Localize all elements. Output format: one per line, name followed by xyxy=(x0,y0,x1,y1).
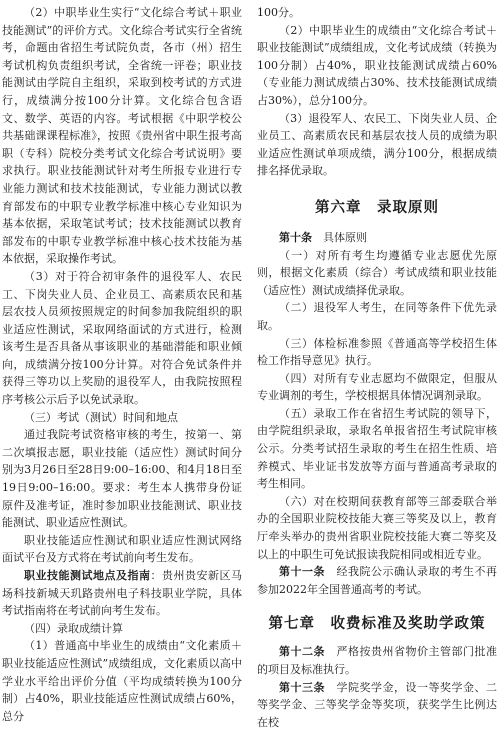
paragraph: （2）中职毕业生实行“文化综合考试＋职业技能测试”的评价方式。文化综合考试实行全省统考，命题由省招生考试院负责，各市（州）招生考试机构负责组织考试，全省统一评卷；职业技能测试由学院自主组织，采取到校考试的方式进行，成绩满分按100分计算。文化综合包含语文、数学、英语的内容。考试根据《中职学校公共基础课课程标准》，按照《贵州省中职生报考高职（专科）院校分类考试文化综合考试说明》要求执行。职业技能测试针对考生所报专业进行专业能力测试和技术技能测试，专业能力测试以教育部发布的中职专业教学标准中核心专业知识为基本依据，采取笔试考试；技术技能测试以教育部发布的中职专业教学标准中核心技术技能为基本依据，采取操作考试。 xyxy=(2,6,242,266)
paragraph: （四）录取成绩计算 xyxy=(24,621,123,635)
chapter-heading: 第七章 收费标准及奖助学政策 xyxy=(268,615,486,633)
paragraph xyxy=(2,567,242,620)
paragraph: 通过我院考试资格审核的考生，按第一、第二次填报志愿，职业技能（适应性）测试时间分别为3月26日至28日9:00–16:00、和4月18日至19日9:00–16:00。要求：考生本人携带身份证原件及准考证，准时参加职业技能测试、职业技能测试、职业适应性测试。 xyxy=(2,428,242,530)
article-text: 经我院公示确认录取的考生不再参加2022年全国普通高考的考试。 xyxy=(257,565,497,596)
paragraph: （1）普通高中毕业生的成绩由“文化素质＋职业技能适应性测试”成绩组成，文化素质以高中学业水平给出评价分值（平均成绩转换为100分制）占40%，职业技能适应性测试成绩占60%，总分 xyxy=(2,639,242,723)
paragraph: （3）对于符合初审条件的退役军人、农民工、下岗失业人员、企业员工、高素质农民和基层农技人员须按照规定的时间参加我院组织的职业适应性测试，采取网络面试的方式进行，检测该考生是否具备从事该职业的基础潜能和职业倾向，成绩满分按100分计算。对符合免试条件并获得三等功以上奖励的退役军人，由我院按照程序考核公示后予以免试录取。 xyxy=(2,269,242,407)
paragraph: （六）对在校期间获教育部等三部委联合举办的全国职业院校技能大赛三等奖及以上，教育厅牵头举办的贵州省职业院校技能大赛二等奖及以上的中职生可免试报读我院相同或相近专业。 xyxy=(257,494,497,561)
paragraph: （四）对所有专业志愿均不做限定，但服从专业调剂的考生，学校根据具体情况调剂录取。 xyxy=(257,371,497,403)
article-label: 第十条 xyxy=(279,230,312,244)
left-column xyxy=(2,0,242,725)
article xyxy=(257,563,497,598)
inline-text: ：贵州贵安新区马场科技新城天玑路贵州电子科技职业学院，具体考试指南将在考试前向考生发布。 xyxy=(2,569,242,618)
article-text: 严格按贵州省物价主管部门批准的项目及标准执行。 xyxy=(257,645,497,676)
right-column xyxy=(257,0,497,731)
article-label: 第十一条 xyxy=(279,565,325,579)
article-label: 第十三条 xyxy=(279,680,325,694)
paragraph: （三）考试（测试）时间和地点 xyxy=(24,410,178,424)
paragraph: （三）体检标准参照《普通高等学校招生体检工作指导意见》执行。 xyxy=(257,336,497,368)
paragraph: （3）退役军人、农民工、下岗失业人员、企业员工、高素质农民和基层农技人员的成绩为职业适应性测试单项成绩，满分100分，根据成绩排名择优录取。 xyxy=(257,111,497,178)
article xyxy=(257,679,497,731)
paragraph: 100分。 xyxy=(257,6,300,19)
inline-label: 职业技能测试地点及指南 xyxy=(24,569,151,582)
chapter-heading: 第六章 录取原则 xyxy=(315,198,439,216)
paragraph: （二）退役军人考生，在同等条件下优先录取。 xyxy=(257,301,497,332)
paragraph: 职业技能适应性测试和职业适应性测试网络面试平台及方式将在考试前向考生发布。 xyxy=(2,533,242,565)
paragraph: （一）对所有考生均遵循专业志愿优先原则，根据文化素质（综合）考试成绩和职业技能（适应性）测试成绩择优录取。 xyxy=(257,248,497,297)
article-label: 第十二条 xyxy=(279,645,325,659)
article xyxy=(257,643,497,678)
article xyxy=(257,229,497,247)
paragraph: （五）录取工作在省招生考试院的领导下，由学院组织录取，录取名单报省招生考试院审核公示。分类考试招生录取的考生在招生性质、培养模式、毕业证书发放等方面与普通高考录取的考生相同。 xyxy=(257,406,497,491)
article-text: 学院奖学金，设一等奖学金、二等奖学金、三等奖学金等奖项，获奖学生比例达在校 xyxy=(257,680,497,729)
article-text: 具体原则 xyxy=(312,230,367,244)
paragraph: （2）中职毕业生的成绩由“文化综合考试＋职业技能测试”成绩组成，文化考试成绩（转换为100分制）占40%，职业技能测试成绩占60%（专业能力测试成绩占30%、技术技能测试成绩占30%），总分100分。 xyxy=(257,23,497,107)
